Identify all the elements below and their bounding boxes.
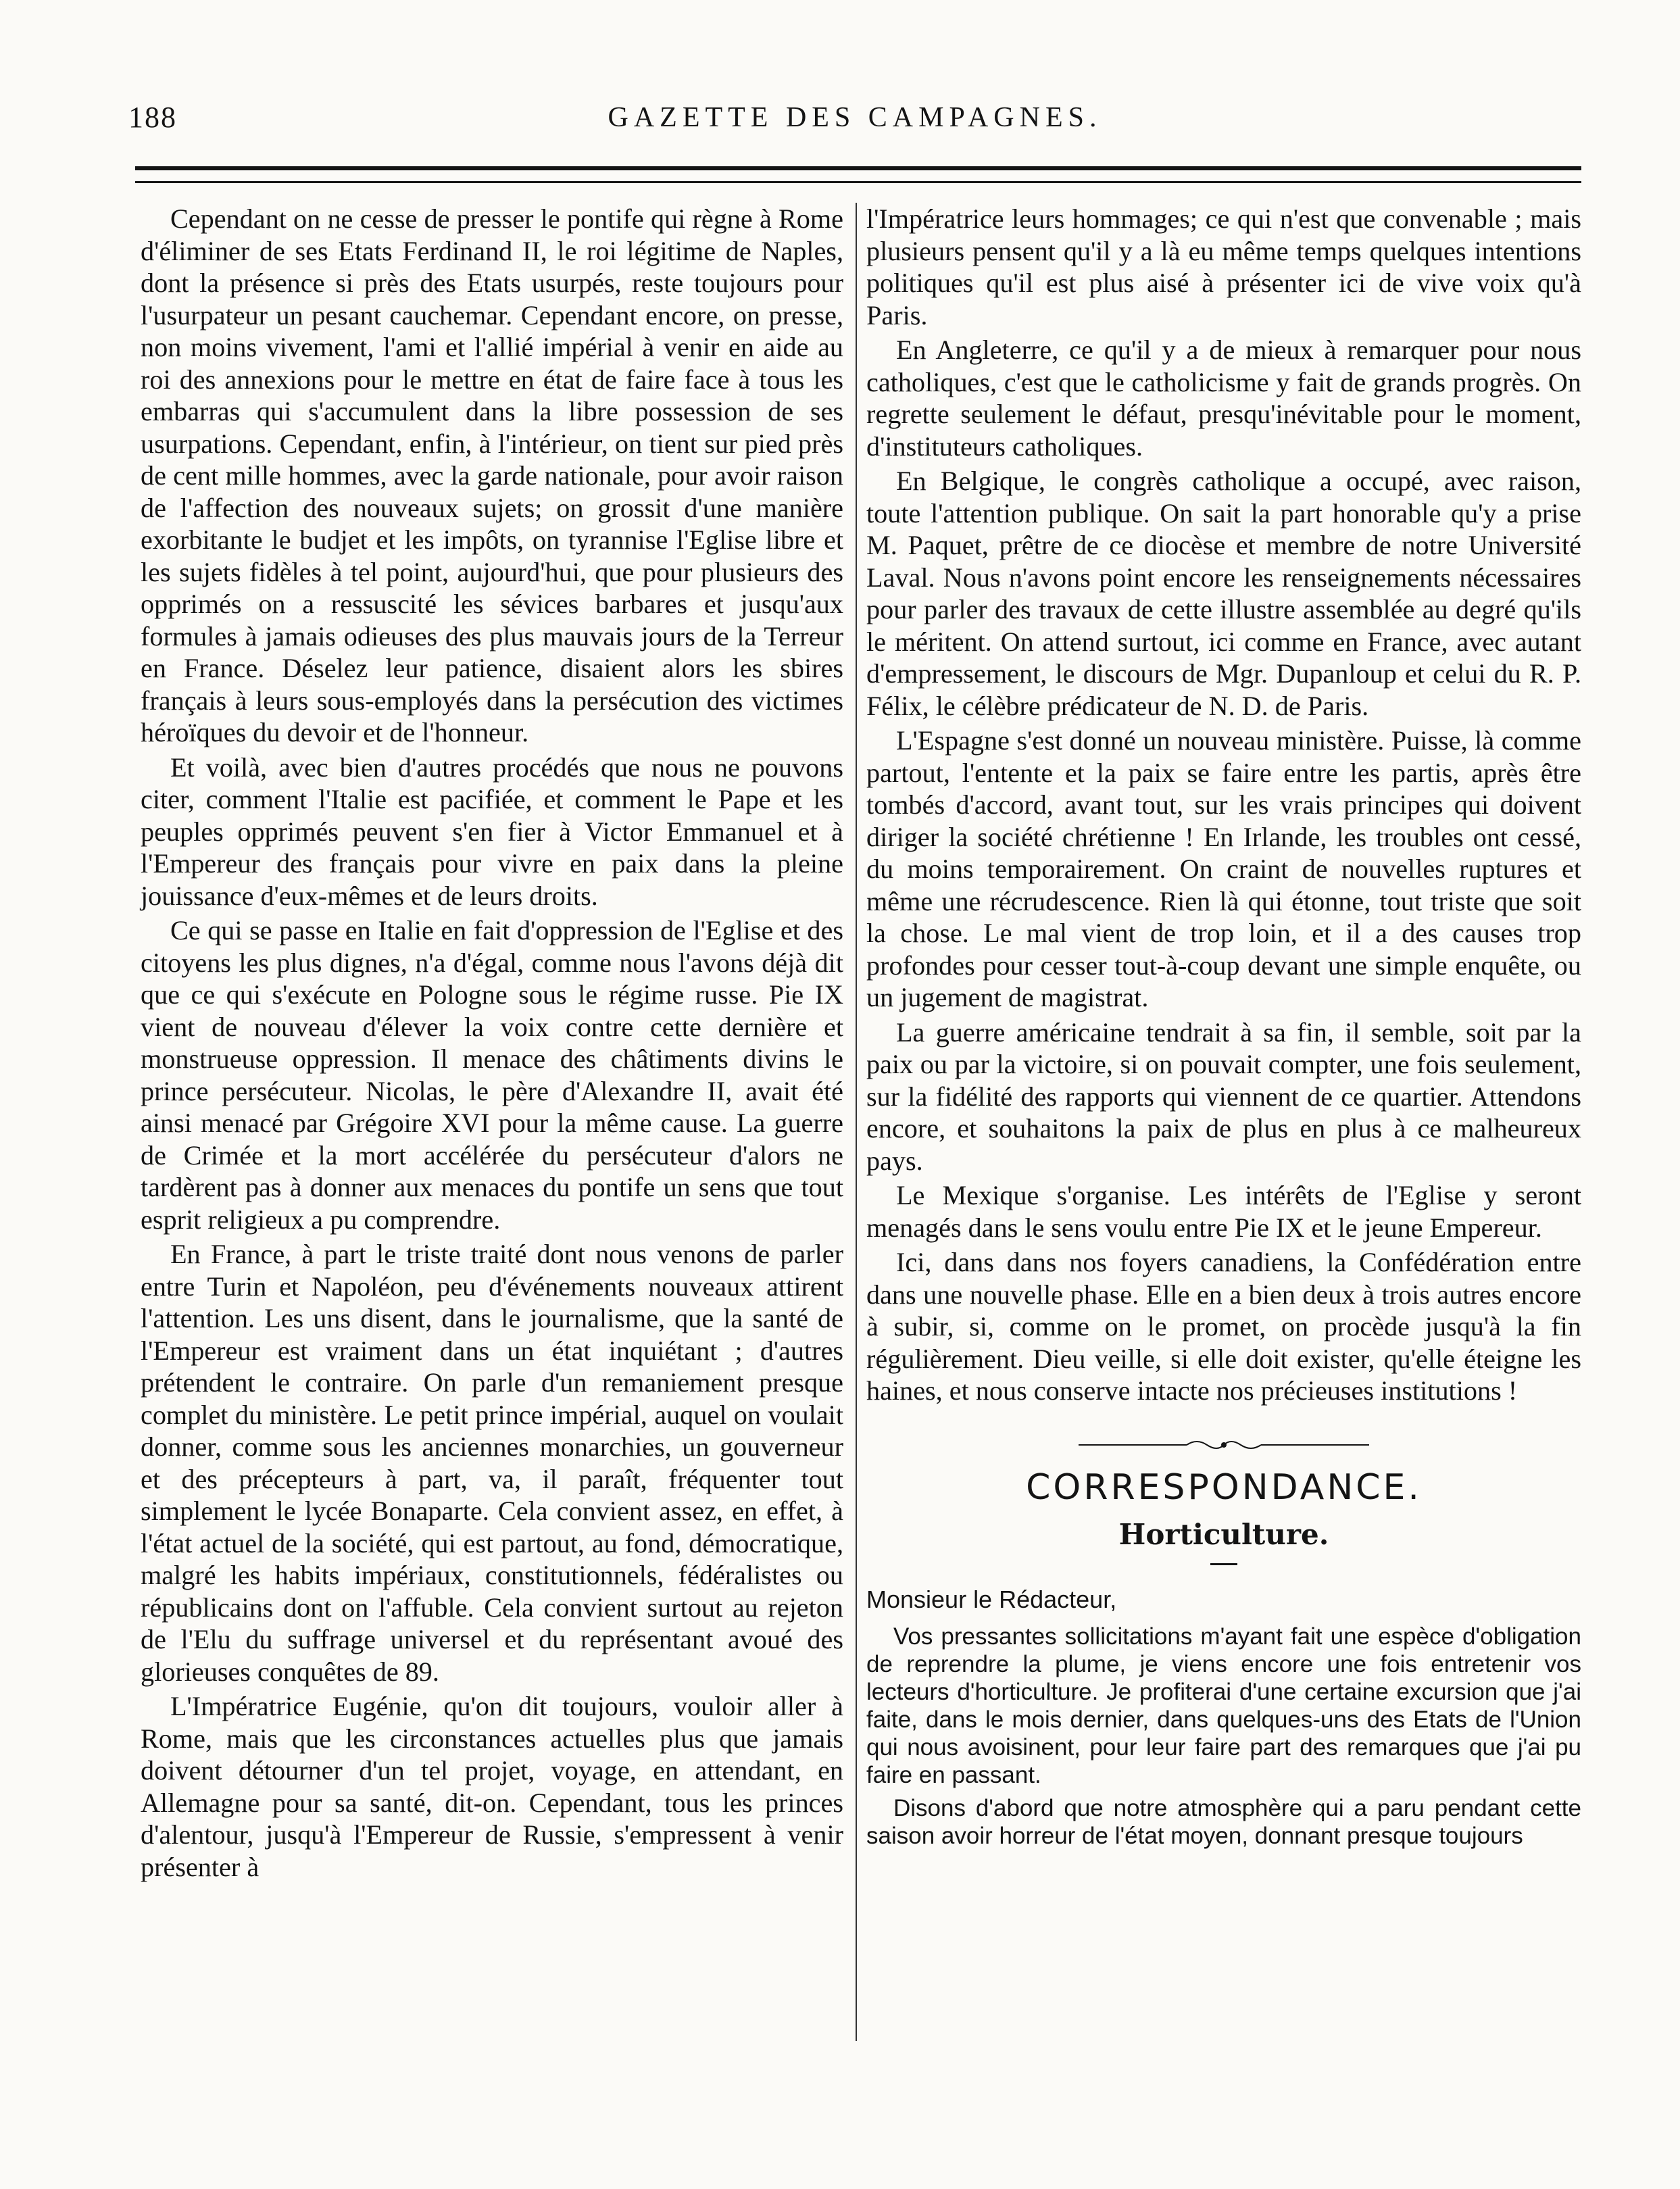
article-paragraph: l'Impératrice leurs hommages; ce qui n'est que convenable ; mais plusieurs pensent qu'il y a là eu même temps quelques intentions politiques qu'il est plus aisé à présenter ici de vive voix qu'à Paris.: [866, 203, 1581, 330]
column-divider: [856, 203, 857, 2041]
short-rule: [1210, 1563, 1237, 1565]
article-paragraph: Ici, dans dans nos foyers canadiens, la Confédération entre dans une nouvelle phase. Elle en a bien deux à trois autres encore à subir, si, comme on le promet, on procède jusqu'à la fin régulièrement. Dieu veille, si elle doit exister, qu'elle éteigne les haines, et nous conserve intacte nos précieuses institutions !: [866, 1247, 1581, 1406]
article-paragraph: La guerre américaine tendrait à sa fin, il semble, soit par la paix ou par la victoire, si on pouvait compter, une fois seulement, sur la fidélité des rapports qui viennent de ce quartier. Attendons encore, et souhaitons la paix de plus en plus à ce malheureux pays.: [866, 1016, 1581, 1176]
letter: [866, 1585, 1581, 1850]
section-title: CORRESPONDANCE.: [1026, 1467, 1422, 1508]
article-paragraph: Et voilà, avec bien d'autres procédés que nous ne pouvons citer, comment l'Italie est pacifiée, et comment le Pape et les peuples opprimés peuvent s'en fier à Victor Emmanuel et à l'Empereur des français pour vivre en paix dans la pleine jouissance d'eux-mêmes et de leurs droits.: [141, 752, 843, 911]
right-column: [866, 203, 1581, 1855]
header-rule: [135, 166, 1581, 183]
article-paragraph: L'Espagne s'est donné un nouveau ministère. Puisse, là comme partout, l'entente et la paix se faire entre les partis, après être tombés d'accord, avant tout, sur les vrais principes qui doivent diriger la société chrétienne ! En Irlande, les troubles ont cessé, du moins temporairement. On craint de nouvelles ruptures et même une récrudescence. Rien là qui étonne, tout triste que soit la chose. Le mal vient de trop loin, et il a des causes trop profondes pour cesser tout-à-coup devant une simple enquête, ou un jugement de magistrat.: [866, 725, 1581, 1012]
article-paragraph: En Angleterre, ce qu'il y a de mieux à remarquer pour nous catholiques, c'est que le catholicisme y fait de grands progrès. On regrette seulement le défaut, presqu'inévitable pour le moment, d'instituteurs catholiques.: [866, 335, 1581, 462]
letter-salutation: Monsieur le Rédacteur,: [866, 1585, 1117, 1613]
letter-paragraph: Disons d'abord que notre atmosphère qui a paru pendant cette saison avoir horreur de l'état moyen, donnant presque toujours: [866, 1794, 1581, 1849]
ornament-divider: [1079, 1437, 1369, 1453]
page-header: [128, 100, 1581, 154]
article-paragraph: L'Impératrice Eugénie, qu'on dit toujours, vouloir aller à Rome, mais que les circonstances actuelles plus que jamais doivent détourner d'un tel projet, voyage, en attendant, en Allemagne pour sa santé, dit-on. Cependant, tous les princes d'alentour, jusqu'à l'Empereur de Russie, s'empressent à venir présenter à: [141, 1691, 843, 1882]
article-paragraph: En France, à part le triste traité dont nous venons de parler entre Turin et Napoléon, peu d'événements nouveaux attirent l'attention. Les uns disent, dans le journalisme, que la santé de l'Empereur est vraiment dans un état inquiétant ; d'autres prétendent le contraire. On parle d'un remaniement presque complet du ministère. Le petit prince impérial, auquel on voulait donner, comme sous les anciennes monarchies, un gouverneur et des précepteurs à part, va, il paraît, fréquenter tout simplement le lycée Bonaparte. Cela convient assez, en effet, à l'état actuel de la société, qui est partout, au fond, démocratique, malgré les habits impériaux, constitutionnels, fédéralistes ou républicains dont on l'affuble. Cela convient surtout au rejeton de l'Elu du suffrage universel et du représentant avoué des glorieuses conquêtes de 89.: [141, 1239, 843, 1687]
page-number: 188: [128, 101, 177, 134]
letter-paragraph: Vos pressantes sollicitations m'ayant fait une espèce d'obligation de reprendre la plume, je viens encore une fois entretenir vos lecteurs d'horticulture. Je profiterai d'une certaine excursion que j'ai faite, dans le mois dernier, dans quelques-uns des Etats de l'Union qui nous avoisinent, pour leur faire part des remarques que j'ai pu faire en passant.: [866, 1623, 1581, 1788]
article-paragraph: Cependant on ne cesse de presser le pontife qui règne à Rome d'éliminer de ses Etats Ferdinand II, le roi légitime de Naples, dont la présence si près des Etats usurpés, reste toujours pour l'usurpateur un pesant cauchemar. Cependant encore, on presse, non moins vivement, l'ami et l'allié impérial à venir en aide au roi des annexions pour le mettre en état de faire face à tous les embarras qui s'accumulent dans la libre possession de ses usurpations. Cependant, enfin, à l'intérieur, on tient sur pied près de cent mille hommes, avec la garde nationale, pour avoir raison de l'affection des nouveaux sujets; on grossit d'une manière exorbitante le budjet et les impôts, on tyrannise l'Eglise libre et les sujets fidèles à tel point, aujourd'hui, que pour plusieurs des opprimés on a ressuscité les sévices barbares et jusqu'aux formules à jamais odieuses des plus mauvais jours de la Terreur en France. Déselez leur patience, disaient alors les sbires français à leurs sous-employés dans la persécution des victimes héroïques du devoir et de l'honneur.: [141, 203, 843, 747]
article-paragraph: Le Mexique s'organise. Les intérêts de l'Eglise y seront menagés dans le sens voulu entre Pie IX et le jeune Empereur.: [866, 1180, 1581, 1243]
left-column: [141, 203, 843, 1886]
article-paragraph: Ce qui se passe en Italie en fait d'oppression de l'Eglise et des citoyens les plus dignes, n'a d'égal, comme nous l'avons déjà dit que ce qui s'exécute en Pologne sous le régime russe. Pie IX vient de nouveau d'élever la voix contre cette dernière et monstrueuse oppression. Il menace des châtiments divins le prince persécuteur. Nicolas, le père d'Alexandre II, avait été ainsi menacé par Grégoire XVI pour la même cause. La guerre de Crimée et la mort accélérée du persécuteur d'alors ne tardèrent pas à donner aux menaces du pontife un sens que tout esprit religieux a pu comprendre.: [141, 915, 843, 1235]
running-title: GAZETTE DES CAMPAGNES.: [608, 102, 1102, 133]
article-paragraph: En Belgique, le congrès catholique a occupé, avec raison, toute l'attention publique. On sait la part honorable qu'y a prise M. Paquet, prêtre de ce diocèse et membre de notre Université Laval. Nous n'avons point encore les renseignements nécessaires pour parler des travaux de cette illustre assemblée au degré qu'ils le méritent. On attend surtout, ici comme en France, avec autant d'empressement, le discours de Mgr. Dupanloup et celui du R. P. Félix, le célèbre prédicateur de N. D. de Paris.: [866, 466, 1581, 721]
subsection-title: Horticulture.: [1118, 1518, 1329, 1551]
